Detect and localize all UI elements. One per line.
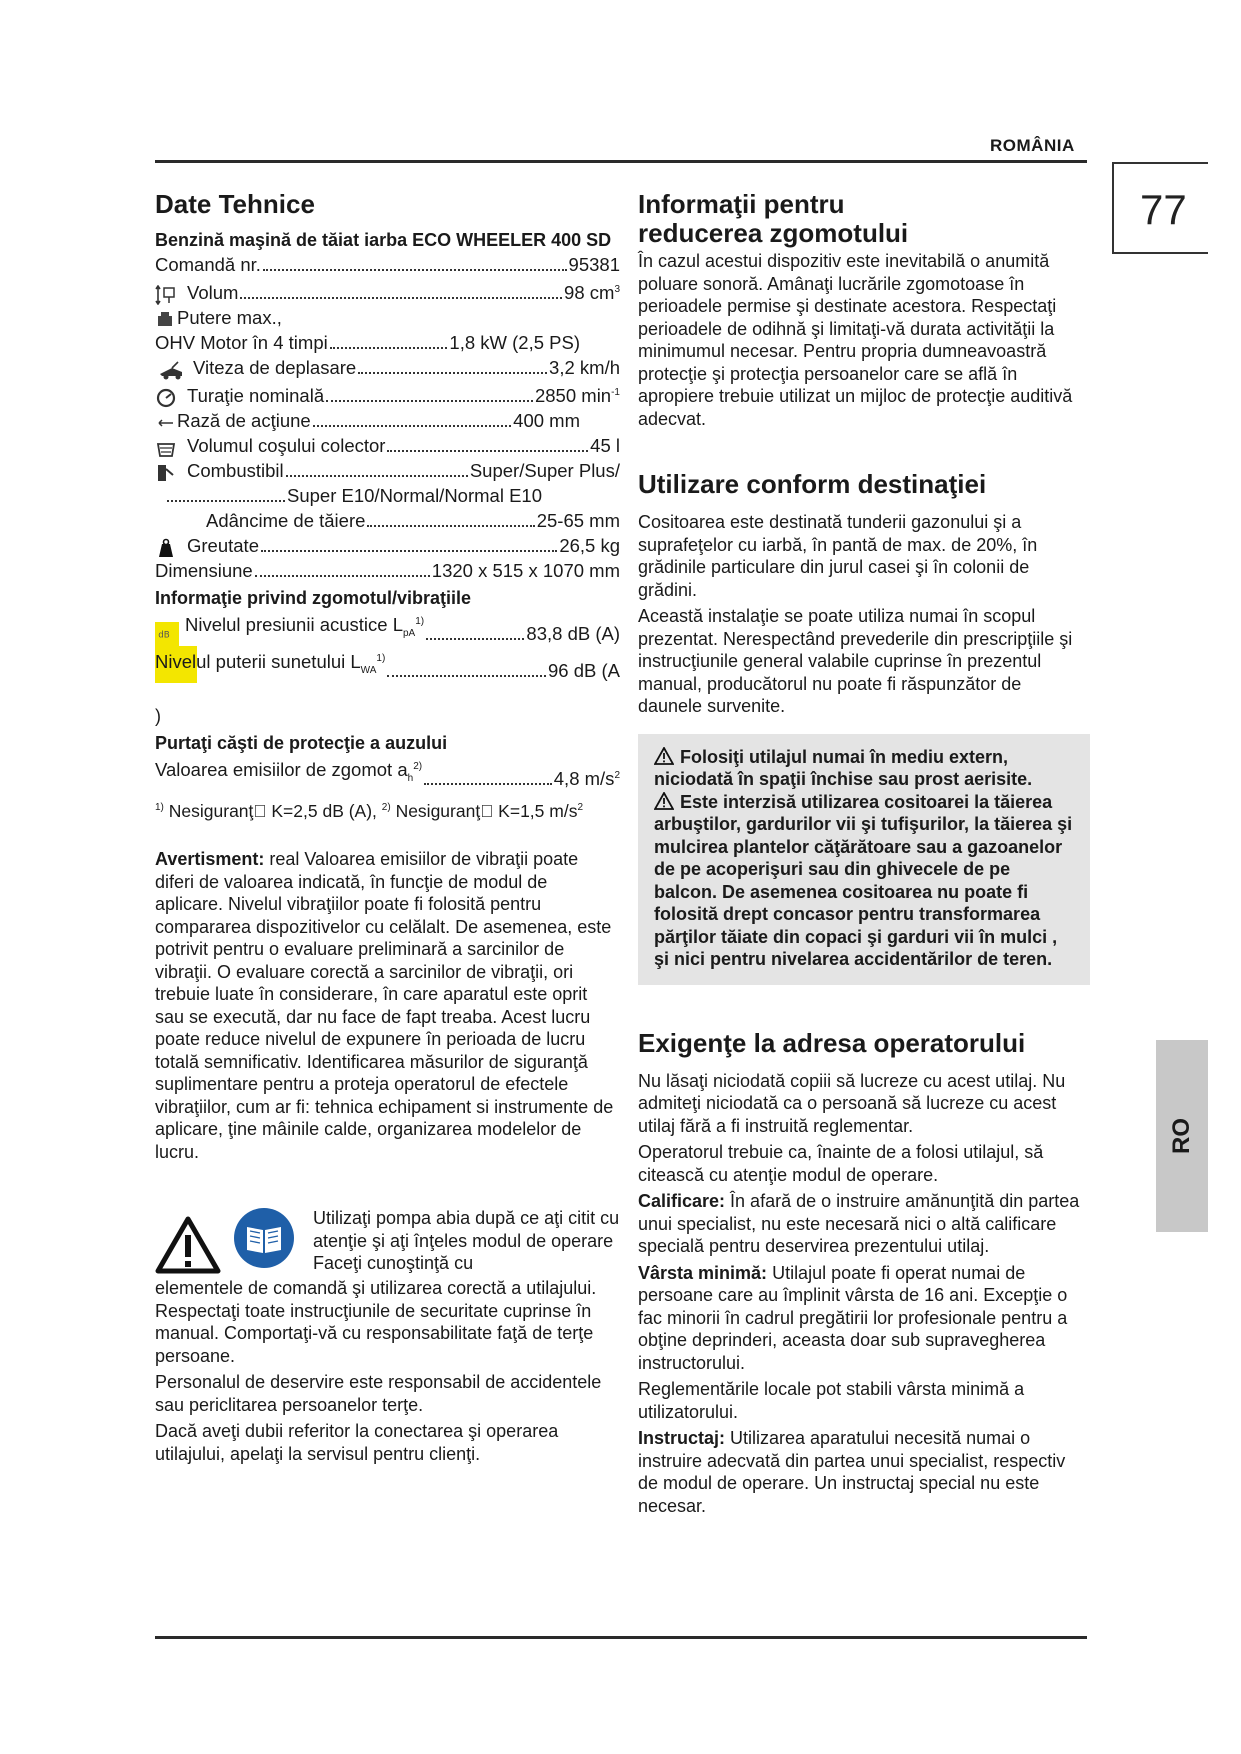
spec-radius-value: 400 mm <box>513 409 580 431</box>
manual-icons <box>155 1207 313 1277</box>
manual-text-p2: Personalul de deservire este responsabil de accidentele sau periclitarea persoanelor terţe. <box>155 1372 602 1415</box>
operator-min-age <box>638 1262 1090 1375</box>
spec-sound-power-sub: WA <box>360 665 377 677</box>
rpm-gauge-icon <box>155 388 177 408</box>
svg-text:dB: dB <box>158 630 170 641</box>
spec-sound-power-wrap: ) <box>155 706 161 727</box>
safety-warning-2-text: Este interzisă utilizarea cositoarei la tăierea arbuştilor, gardurilor vii şi tufişurilor, la tăierea şi mulcirea plantelor căţărătoare sau a gazoanelor de pe acoperişuri sau din ghivecele de pe balcon. De asemenea cositoarea nu poate fi folosită drept concasor pentru transformarea părţilor tăiate din copaci şi garduri vii în mulci , şi nici pentru nivelarea accidentărilor de teren. <box>654 791 1073 970</box>
spec-fuel-label: Combustibil <box>187 459 284 481</box>
footnote-marker-1: 1) <box>155 801 164 813</box>
noise-info-title: Informaţie privind zgomotul/vibraţiile <box>155 587 472 608</box>
spec-pressure-label: Nivelul presiunii acustice L <box>185 614 403 636</box>
spec-pressure-sub: pA <box>403 628 416 640</box>
noise-reduction-title: Informaţii pentru reducerea zgomotului <box>638 189 909 249</box>
product-name: Benzină maşină de tăiat iarba ECO WHEELER 400 SD <box>155 230 612 251</box>
operator-p1: Nu lăsaţi niciodată copiii să lucreze cu acest utilaj. Nu admiteţi niciodată ca o persoană să lucreze cu acest utilaj fără a fi instruită reglementar. <box>638 1070 1066 1136</box>
spec-rpm-value: 2850 min <box>534 384 612 406</box>
language-side-tab <box>1156 1040 1208 1232</box>
spec-order-label: Comandă nr. <box>155 253 261 275</box>
noise-level-icon <box>155 622 179 646</box>
spec-radius <box>155 408 620 433</box>
footnote-text-2: Nesiguranţ  K=1,5 m/s <box>390 800 578 821</box>
spec-pressure <box>155 609 620 646</box>
spec-fuel-line2 <box>155 483 620 508</box>
safety-warning-box <box>638 734 1090 985</box>
training-text: Utilizarea aparatului necesită numai o instruire adecvată din partea unui specialist, respectiv de modul de operare. Un instructaj special nu este necesar. <box>638 1428 1066 1516</box>
spec-depth <box>155 508 620 533</box>
spec-sound-power-sup: 1) <box>376 653 386 665</box>
spec-power-line2 <box>155 330 620 355</box>
spec-volume-label: Volum <box>187 281 239 303</box>
top-rule <box>155 160 1087 163</box>
warning-icon <box>654 747 674 765</box>
left-column <box>155 190 620 1465</box>
cutting-radius-icon <box>155 413 177 433</box>
spec-basket-label: Volumul coşului colector <box>187 434 386 456</box>
weight-icon <box>155 538 177 558</box>
footnote-text-1: Nesiguranţ  K=2,5 dB (A), <box>163 800 382 821</box>
fuel-pump-icon <box>155 463 177 483</box>
spec-power-value: 1,8 kW (2,5 PS) <box>449 331 580 353</box>
spec-dims-value: 1320 x 515 x 1070 mm <box>431 559 620 581</box>
spec-weight-value: 26,5 kg <box>559 534 620 556</box>
spec-power-label2: OHV Motor în 4 timpi <box>155 331 328 353</box>
footnote-sup: 2 <box>577 801 584 813</box>
warning-icon <box>654 792 674 810</box>
vibration-warning <box>155 848 620 1163</box>
spec-vibration-vsup: 2 <box>614 769 620 781</box>
spec-fuel-value2: Super E10/Normal/Normal E10 <box>287 484 542 506</box>
manual-text-p3: Dacă aveţi dubii referitor la conectarea şi operarea utilajului, apelaţi la servisul pentru clienţi. <box>155 1421 559 1464</box>
qualification-label: Calificare: <box>638 1191 726 1212</box>
intended-use-p1: Cositoarea este destinată tunderii gazonului şi a suprafeţelor cu iarbă, în pantă de max. de 20%, în grădinile particulare din jurul casei şi în colonii de grădini. <box>638 512 1038 600</box>
spec-depth-value: 25-65 mm <box>536 509 620 531</box>
spec-sound-power <box>155 646 620 683</box>
safety-warning-2 <box>654 791 1074 971</box>
spec-rpm <box>155 380 620 408</box>
spec-basket <box>155 433 620 458</box>
footnote-marker-2: 2) <box>381 801 391 813</box>
spec-volume-sup: 3 <box>614 283 620 295</box>
header-country: ROMÂNIA <box>990 136 1075 155</box>
spec-order <box>155 252 620 277</box>
spec-basket-value: 45 l <box>590 434 620 456</box>
ear-protection-note: Purtaţi căşti de protecţie a auzului <box>155 732 448 753</box>
spec-order-value: 95381 <box>568 253 620 275</box>
spec-fuel <box>155 458 620 483</box>
min-age-text: Utilajul poate fi operat numai de persoane care au împlinit vârsta de 16 ani. Excepţie o fac minorii în cadrul pregătirii lor profesionale pentru a obţine deprinderi, aceasta doar sub supravegherea instructorului. <box>638 1262 1068 1373</box>
operator-training <box>638 1427 1090 1517</box>
spec-footnote <box>155 797 620 822</box>
spec-vibration <box>155 754 620 791</box>
warning-triangle-icon <box>155 1215 221 1275</box>
min-age-label: Vârsta minimă: <box>638 1262 768 1283</box>
spec-speed-label: Viteza de deplasare <box>193 356 357 378</box>
spec-rpm-label: Turaţie nominală <box>187 384 325 406</box>
spec-speed-value: 3,2 km/h <box>549 356 620 378</box>
read-manual-icon <box>233 1207 295 1269</box>
spec-power-line1 <box>155 305 620 330</box>
side-tab-label: RO <box>1168 1118 1195 1154</box>
safety-warning-1 <box>654 746 1074 791</box>
engine-icon <box>155 310 177 330</box>
intended-use-p2: Această instalaţie se poate utiliza numai în scopul prezentat. Nerespectând prevederile din prescripţiile şi instrucţiunile general valabile cuprinse în prezentul manual, producătorul nu poate fi răspunzător de daunele survenite. <box>638 606 1073 717</box>
tech-title: Date Tehnice <box>155 189 315 219</box>
spec-sound-power-value: 96 dB (A <box>548 660 620 682</box>
vibration-warning-text: real Valoarea emisiilor de vibraţii poate diferi de valoarea indicată, în funcţie de modul de aplicare. Nivelul vibraţiilor poate fi folosită pentru compararea dispozitivelor cu celălalt. De asemenea, este potrivit pentru o evaluare preliminară a sarcinilor de vibraţii. O evaluare corectă a sarcinilor de vibraţii, ori trebuie luate în considerare, în care aparatul este oprit sau se execută, dar nu face de fapt treaba. Acest lucru poate reduce nivelul de expunere în perioada de lucru totală semnificativ. Identificarea măsurilor de siguranţă suplimentare pentru a proteja operatorul de efectele vibraţiilor, cum ar fi: tehnica echipament si instrumente de aplicare, ţine mâinile calde, organizarea modelelor de lucru. <box>155 849 614 1162</box>
vibration-warning-label: Avertisment: <box>155 849 265 870</box>
spec-fuel-value1: Super/Super Plus/ <box>469 459 620 481</box>
fuel-volume-icon <box>155 285 177 305</box>
training-label: Instructaj: <box>638 1428 726 1449</box>
spec-pressure-sup: 1) <box>415 616 425 628</box>
operator-p2: Operatorul trebuie ca, înainte de a folosi utilajul, să citească cu atenţie modul de operare. <box>638 1142 1044 1185</box>
spec-vibration-label: Valoarea emisiilor de zgomot a <box>155 759 408 781</box>
safety-warning-1-text: Folosiţi utilajul numai în mediu extern, niciodată în spaţii închise sau prost aerisite. <box>654 746 1033 790</box>
noise-reduction-text: În cazul acestui dispozitiv este inevitabilă o anumită poluare sonoră. Amânaţi lucrările zgomotoase în perioadele permise şi destinate acestora. Respectaţi perioadele de odihnă şi limitaţi-vă durata activităţii la minimumul necesar. Pentru propria dumneavoastră protecţie şi protecţia persoanelor care se află în apropiere trebuie utilizat un mijloc de protecţie auditivă adecvat. <box>638 251 1073 429</box>
right-column <box>638 190 1090 1517</box>
spec-rpm-sup: -1 <box>611 386 620 398</box>
spec-volume-value: 98 cm <box>564 281 615 303</box>
bottom-rule <box>155 1636 1087 1639</box>
spec-vibration-value: 4,8 m/s <box>553 767 615 789</box>
spec-depth-label: Adâncime de tăiere <box>206 509 366 531</box>
mower-speed-icon <box>155 360 183 380</box>
spec-vibration-sub: h <box>407 772 414 784</box>
spec-dims <box>155 558 620 583</box>
manual-text-top: Utilizaţi pompa abia după ce aţi citit cu atenţie şi aţi înţeles modul de operare Faceţi cunoştinţă cu <box>313 1208 620 1274</box>
operator-requirements-title: Exigenţe la adresa operatorului <box>638 1027 1026 1058</box>
spec-sound-power-label: Nivelul puterii sunetului L <box>155 651 361 673</box>
spec-weight-label: Greutate <box>187 534 259 556</box>
spec-pressure-value: 83,8 dB (A) <box>526 623 620 645</box>
operator-p5: Reglementările locale pot stabili vârsta minimă a utilizatorului. <box>638 1379 1025 1422</box>
grass-basket-icon <box>155 438 177 458</box>
spec-weight <box>155 533 620 558</box>
spec-dims-label: Dimensiune <box>155 559 253 581</box>
spec-speed <box>155 355 620 380</box>
spec-volume <box>155 277 620 305</box>
intended-use-title: Utilizare conform destinaţiei <box>638 469 987 500</box>
manual-text-rest: elementele de comandă şi utilizarea corectă a utilajului. Respectaţi toate instrucţiunile de securitate cuprinse în manual. Comportaţi-vă cu responsabilitate faţă de terţe persoane. <box>155 1278 597 1366</box>
spec-radius-label: Rază de acţiune <box>177 409 311 431</box>
qualification-text: În afară de o instruire amănunţită din partea unui specialist, nu este necesară nici o altă calificare specială pentru deservirea prezentului utilaj. <box>638 1191 1080 1257</box>
page-number: 77 <box>1140 186 1187 233</box>
spec-power-label1: Putere max., <box>177 306 282 328</box>
operator-qualification <box>638 1190 1090 1258</box>
manual-instructions <box>155 1207 620 1465</box>
spec-vibration-sup: 2) <box>413 761 423 773</box>
